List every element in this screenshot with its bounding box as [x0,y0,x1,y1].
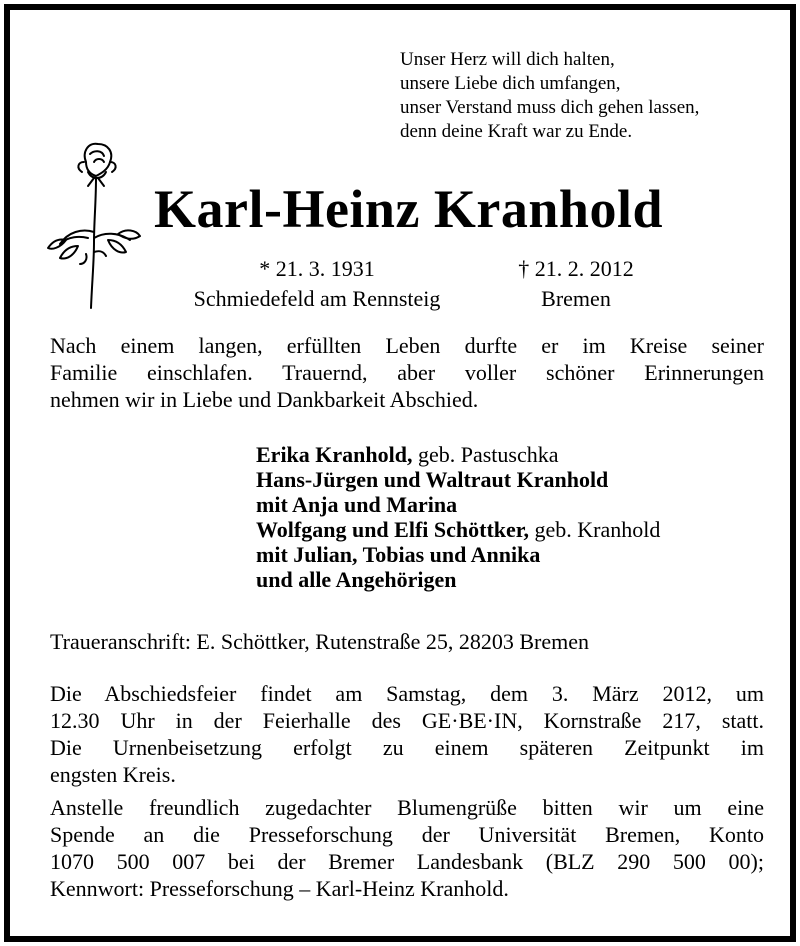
mourner-note: geb. Kranhold [529,517,661,542]
birth-date: * 21. 3. 1931 [259,256,375,281]
mourner-line [256,467,660,492]
donation-line: Anstelle freundlich zugedachter Blumengrüße bitten wir um eine [50,795,764,820]
birth-info [158,254,476,314]
donation-line: 1070 500 007 bei der Bremer Landesbank (BLZ 290 500 00); [50,849,764,874]
death-date: † 21. 2. 2012 [518,256,634,281]
mourner-name: Erika Kranhold, [256,442,413,467]
mourner-name: mit Julian, Tobias und Annika [256,542,541,567]
obituary-notice [4,4,796,942]
intro-paragraph [50,332,764,413]
poem-line: unsere Liebe dich umfangen, [400,73,621,94]
mourner-line [256,442,660,467]
mourner-line [256,542,660,567]
poem-line: Unser Herz will dich halten, [400,49,615,70]
ceremony-line: engsten Kreis. [50,762,176,787]
intro-line: Familie einschlafen. Trauernd, aber voller schöner Erinnerungen [50,360,764,385]
death-info [506,254,646,314]
donation-paragraph [50,794,764,902]
poem-line: unser Verstand muss dich gehen lassen, [400,97,700,118]
ceremony-paragraph [50,680,764,788]
birth-place: Schmiedefeld am Rennsteig [193,286,441,311]
ceremony-line: Die Abschiedsfeier findet am Samstag, dem 3. März 2012, um [50,681,764,706]
rose-icon [38,132,148,312]
intro-line: nehmen wir in Liebe und Dankbarkeit Abschied. [50,387,479,412]
ceremony-line: 12.30 Uhr in der Feierhalle des GE·BE·IN, Kornstraße 217, statt. [50,708,764,733]
mourners-list [256,442,660,592]
mourner-line [256,492,660,517]
deceased-name: Karl-Heinz Kranhold [154,179,663,239]
poem-line: denn deine Kraft war zu Ende. [400,121,633,142]
mourner-line [256,517,660,542]
mourner-name: mit Anja und Marina [256,492,458,517]
death-place: Bremen [541,286,611,311]
mourning-address: Traueranschrift: E. Schöttker, Rutenstraße 25, 28203 Bremen [50,629,590,654]
ceremony-line: Die Urnenbeisetzung erfolgt zu einem späteren Zeitpunkt im [50,735,764,760]
mourner-name: Wolfgang und Elfi Schöttker, [256,517,530,542]
intro-line: Nach einem langen, erfüllten Leben durfte er im Kreise seiner [50,333,764,358]
mourner-name: Hans-Jürgen und Waltraut Kranhold [256,467,609,492]
donation-line: Kennwort: Presseforschung – Karl-Heinz Kranhold. [50,876,509,901]
mourner-line [256,567,660,592]
poem [400,48,699,144]
donation-line: Spende an die Presseforschung der Universität Bremen, Konto [50,822,764,847]
mourner-note: geb. Pastuschka [412,442,559,467]
mourner-name: und alle Angehörigen [256,567,457,592]
